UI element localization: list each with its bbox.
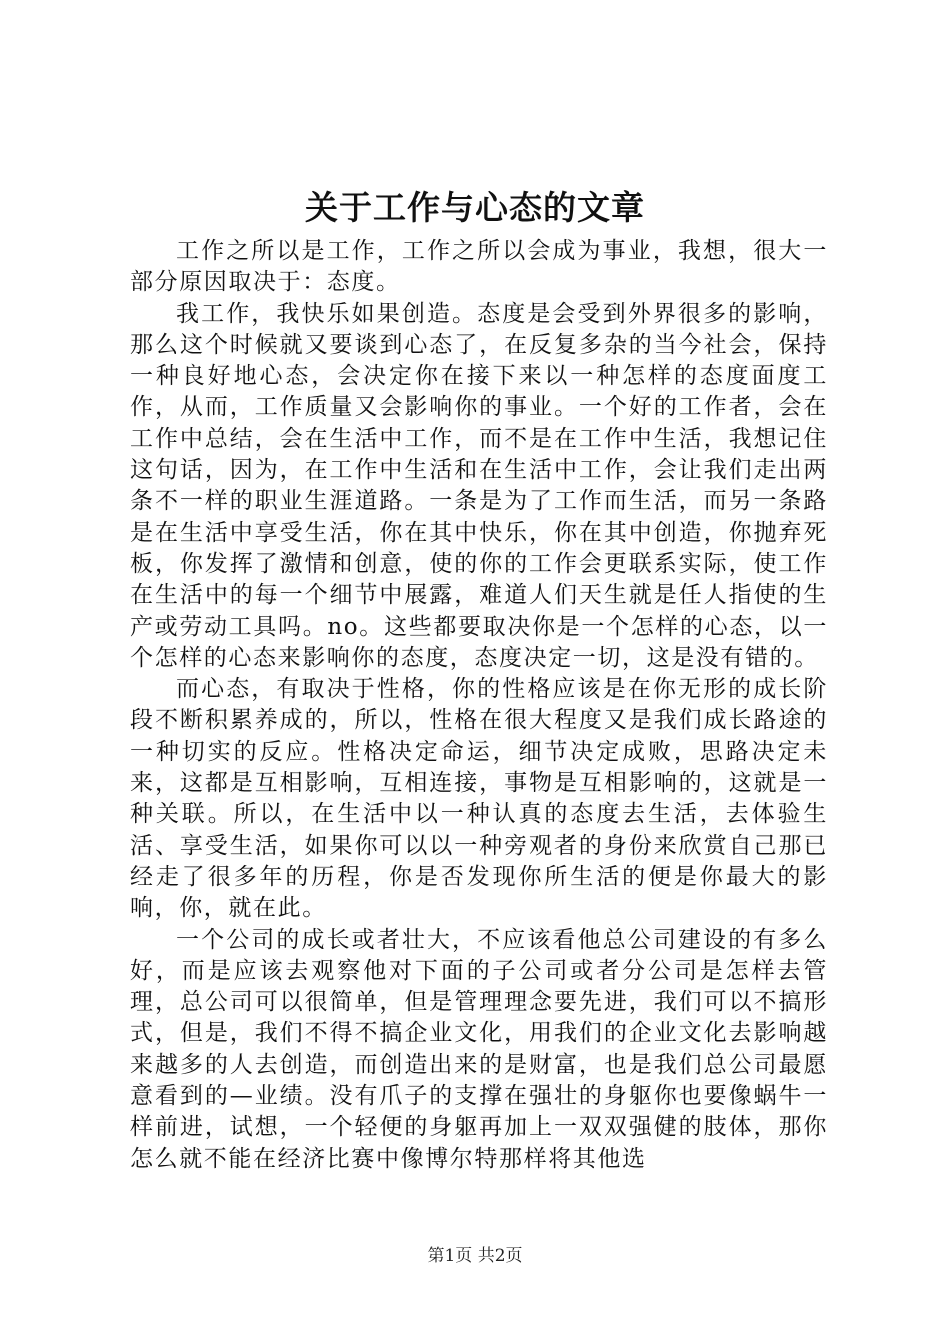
document-title: 关于工作与心态的文章	[305, 188, 645, 227]
paragraph-4: 一个公司的成长或者壮大，不应该看他总公司建设的有多么好，而是应该去观察他对下面的子公司或者分公司是怎样去管理，总公司可以很简单，但是管理理念要先进，我们可以不搞形式，但是，我们不得不搞企业文化，用我们的企业文化去影响越来越多的人去创造，而创造出来的是财富，也是我们总公司最愿意看到的—业绩。没有爪子的支撑在强壮的身躯你也要像蜗牛一样前进，试想，一个轻便的身躯再加上一双双强健的肢体，那你怎么就不能在经济比赛中像博尔特那样将其他选	[130, 926, 828, 1172]
paragraph-2: 我工作，我快乐如果创造。态度是会受到外界很多的影响，那么这个时候就又要谈到心态了，在反复多杂的当今社会，保持一种良好地心态，会决定你在接下来以一种怎样的态度面度工作，从而，工作质量又会影响你的事业。一个好的工作者，会在工作中总结，会在生活中工作，而不是在工作中生活，我想记住这句话，因为，在工作中生活和在生活中工作，会让我们走出两条不一样的职业生涯道路。一条是为了工作而生活，而另一条路是在生活中享受生活，你在其中快乐，你在其中创造，你抛弃死板，你发挥了激情和创意，使的你的工作会更联系实际，使工作在生活中的每一个细节中展露，难道人们天生就是任人指使的生产或劳动工具吗。no。这些都要取决你是一个怎样的心态，以一个怎样的心态来影响你的态度，态度决定一切，这是没有错的。	[130, 300, 828, 671]
paragraph-3: 而心态，有取决于性格，你的性格应该是在你无形的成长阶段不断积累养成的，所以，性格在很大程度又是我们成长路途的一种切实的反应。性格决定命运，细节决定成败，思路决定未来，这都是互相影响，互相连接，事物是互相影响的，这就是一种关联。所以，在生活中以一种认真的态度去生活，去体验生活、享受生活，如果你可以以一种旁观者的身份来欣赏自己那已经走了很多年的历程，你是否发现你所生活的便是你最大的影响，你，就在此。	[130, 676, 828, 922]
page-number-footer: 第1页 共2页	[427, 1246, 523, 1266]
document-body	[130, 236, 828, 1175]
paragraph-1: 工作之所以是工作，工作之所以会成为事业，我想，很大一部分原因取决于：态度。	[130, 238, 828, 296]
